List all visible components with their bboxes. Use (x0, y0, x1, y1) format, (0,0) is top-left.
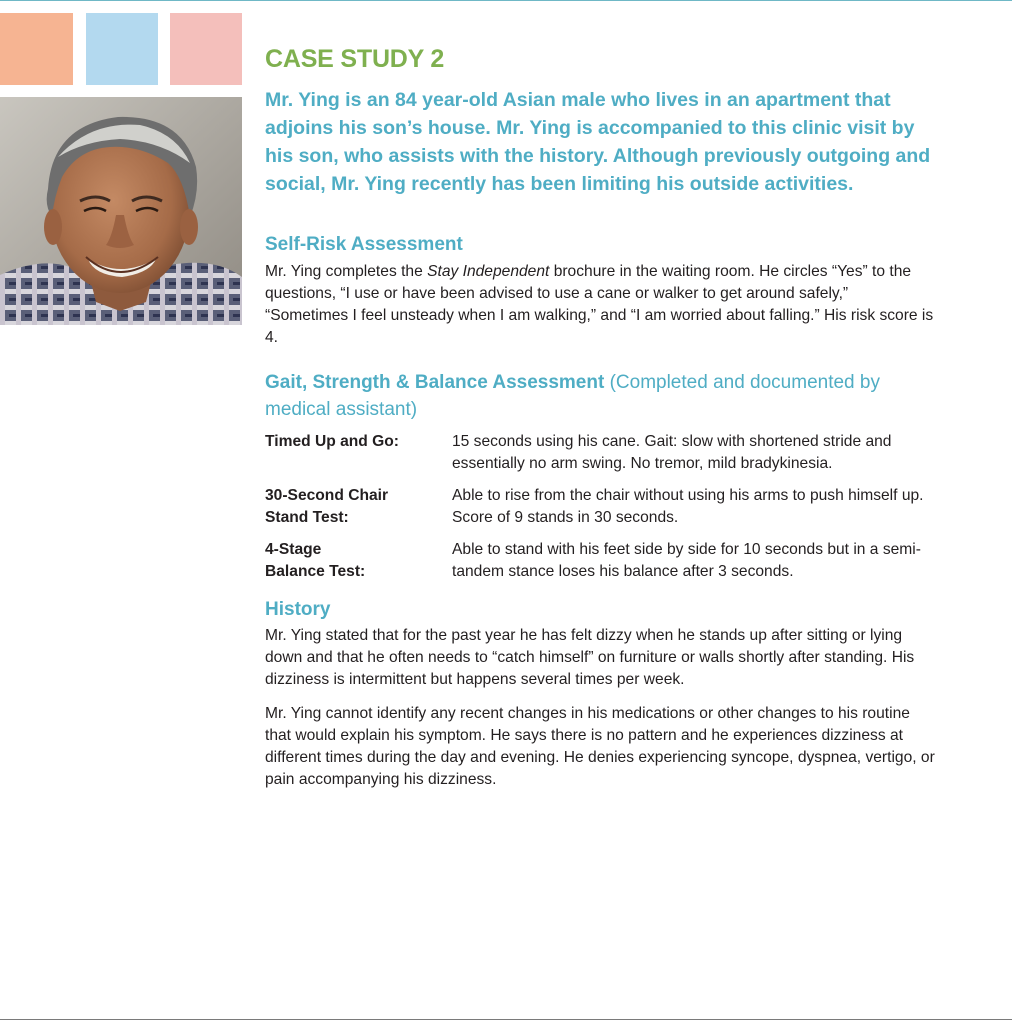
color-swatch-blue (86, 13, 158, 85)
gait-section (265, 369, 935, 583)
gait-heading-note: (Completed and documented by medical assistant) (265, 372, 880, 420)
self-risk-text-end: brochure in the waiting room. He circles “Yes” to the questions, “I use or have been advised to use a cane or walker to get around safely,” “Sometimes I feel unsteady when I am walking,” and “I am worried about falling.” His risk score is 4. (265, 263, 934, 346)
history-paragraph: Mr. Ying stated that for the past year he has felt dizzy when he stands up after sitting or lying down and that he often needs to “catch himself” on furniture or walls shortly after standing. His dizziness is intermittent but happens several times per week. (265, 627, 915, 688)
case-title: CASE STUDY 2 (265, 45, 445, 73)
history-paragraph: Mr. Ying cannot identify any recent changes in his medications or other changes to his routine that would explain his symptom. He says there is no pattern and he experiences dizziness at different times during the day and evening. He denies experiencing syncope, dyspnea, vertigo, or pain accompanying his dizziness. (265, 705, 935, 788)
top-rule (0, 0, 1012, 1)
test-result: Able to stand with his feet side by side for 10 seconds but in a semi-tandem stance loses his balance after 3 seconds. (452, 541, 921, 580)
intro-paragraph: Mr. Ying is an 84 year-old Asian male who lives in an apartment that adjoins his son’s house. Mr. Ying is accompanied to this clinic visit by his son, who assists with the history. Although previously outgoing and social, Mr. Ying recently has been limiting his outside activities. (265, 89, 931, 195)
brochure-name: Stay Independent (427, 263, 550, 280)
bottom-rule (0, 1019, 1012, 1020)
test-row-balance (265, 539, 935, 583)
self-risk-text (265, 261, 935, 349)
history-heading: History (265, 599, 331, 620)
test-result: 15 seconds using his cane. Gait: slow with shortened stride and essentially no arm swing. No tremor, mild bradykinesia. (452, 433, 892, 472)
test-row-timed-up-and-go (265, 431, 935, 475)
test-label: 4-Stage Balance Test: (265, 541, 366, 580)
color-swatch-pink (170, 13, 242, 85)
patient-portrait-photo (0, 97, 242, 325)
self-risk-heading: Self-Risk Assessment (265, 234, 463, 255)
history-section (265, 596, 935, 791)
test-label: 30-Second Chair Stand Test: (265, 487, 389, 526)
test-row-chair-stand (265, 485, 935, 529)
case-study-content (265, 44, 935, 791)
gait-heading (265, 369, 935, 423)
test-list (265, 431, 935, 583)
self-risk-section (265, 231, 935, 349)
test-label: Timed Up and Go: (265, 433, 399, 450)
gait-heading-title: Gait, Strength & Balance Assessment (265, 372, 605, 393)
color-swatch-peach (0, 13, 73, 85)
self-risk-text-start: Mr. Ying completes the (265, 263, 428, 280)
test-result: Able to rise from the chair without using his arms to push himself up. Score of 9 stands in 30 seconds. (452, 487, 924, 526)
